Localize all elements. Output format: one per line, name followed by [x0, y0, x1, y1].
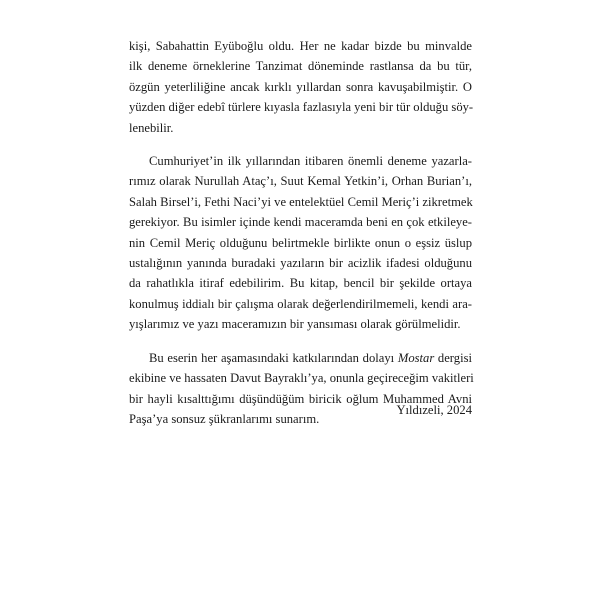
text-line: yüzden diğer edebî türlere kıyasla fazlasıyla yeni bir tür olduğu söy- [129, 100, 474, 115]
place-date-signature: Yıldızeli, 2024 [396, 403, 472, 417]
text-line: Cumhuriyet’in ilk yıllarından itibaren önemli deneme yazarla- [149, 154, 472, 169]
text-line: da rahatlıkla itiraf edebilirim. Bu kitap, bencil bir şekilde ortaya [129, 276, 472, 291]
text-line: ilk deneme örneklerine Tanzimat döneminde rastlansa da bu tür, [129, 59, 472, 74]
text-segment: Bu eserin her aşamasındaki katkılarından dolayı [149, 350, 395, 365]
paragraph-2 [129, 151, 472, 335]
text-line: yışlarımız ve yazı maceramızın bir yansıması olarak görülmelidir. [129, 317, 461, 332]
text-line: gerekiyor. Bu isimler içinde kendi maceramda beni en çok etkileye- [129, 215, 472, 230]
text-line: Paşa’ya sonsuz şükranlarımı sunarım. [129, 411, 320, 426]
text-line: lenebilir. [129, 120, 174, 135]
body-text [129, 36, 472, 429]
text-line: Salah Birsel’i, Fethi Naci’yi ve entelektüel Cemil Meriç’i zikretmek [129, 194, 473, 209]
text-line: kişi, Sabahattin Eyüboğlu oldu. Her ne kadar bizde bu minvalde [129, 39, 472, 53]
paragraph-1 [129, 36, 472, 138]
text-line: rımız olarak Nurullah Ataç’ı, Suut Kemal Yetkin’i, Orhan Burian’ı, [129, 174, 472, 189]
magazine-title: Mostar [397, 350, 435, 365]
text-line: nin Cemil Meriç olduğunu belirtmekle birlikte onun o eşsiz üslup [129, 235, 472, 250]
text-line: konulmuş iddialı bir çalışma olarak değerlendirilmemeli, kendi ara- [129, 296, 472, 311]
text-line: özgün yeterliliğine ancak kırklı yıllardan sonra kavuşabilmiştir. O [129, 79, 472, 94]
text-line: ustalığının yanında buradaki yazıların bir acizlik ifadesi olduğunu [129, 256, 472, 271]
text-line [129, 348, 472, 368]
text-line: ekibine ve hassaten Davut Bayraklı’ya, onunla geçireceğim vakitleri [129, 371, 474, 386]
text-line: bir hayli kısalttığımı düşündüğüm biricik oğlum Muhammed Avni [129, 391, 472, 406]
text-segment: dergisi [437, 350, 472, 365]
